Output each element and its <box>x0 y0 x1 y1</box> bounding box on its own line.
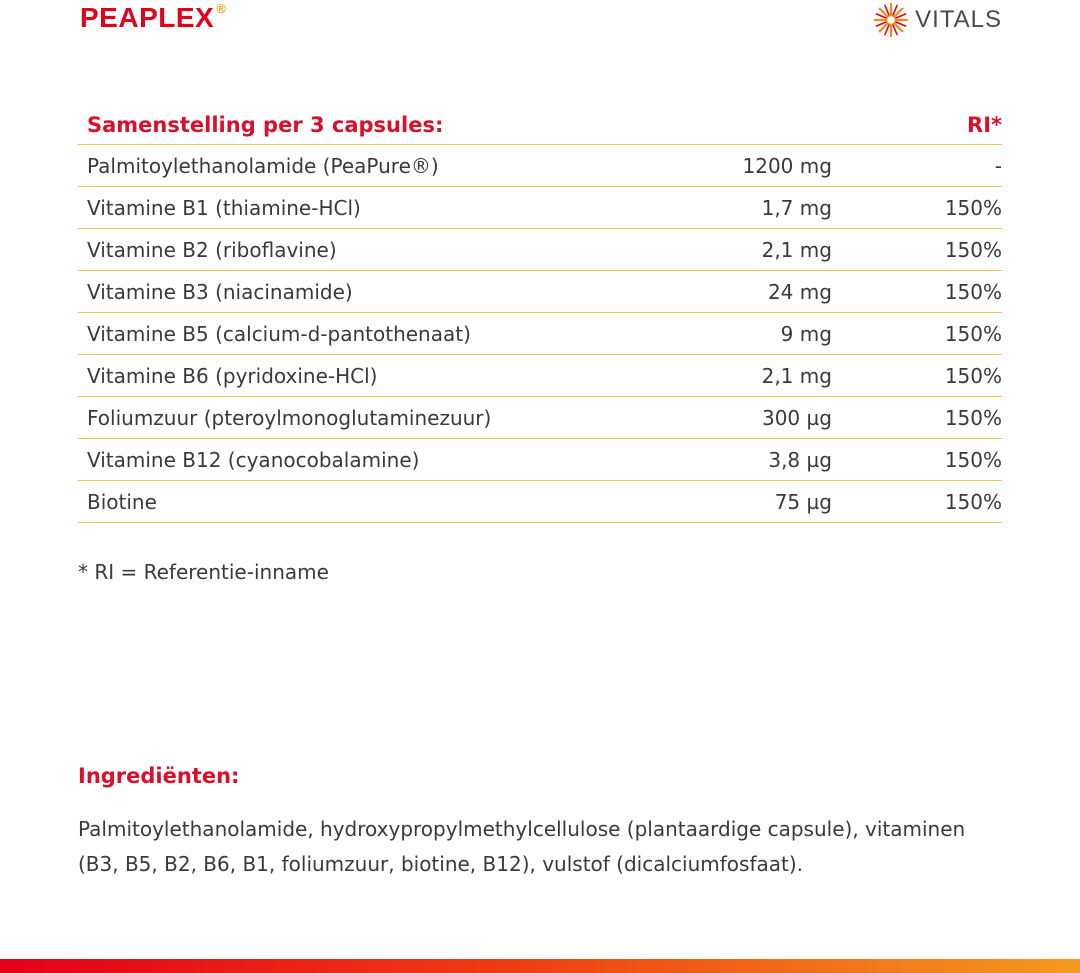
nutrient-ri: 150% <box>832 355 1002 397</box>
nutrient-name: Vitamine B1 (thiamine-HCl) <box>78 187 682 229</box>
nutrient-amount: 1,7 mg <box>682 187 832 229</box>
nutrient-name: Vitamine B12 (cyanocobalamine) <box>78 439 682 481</box>
nutrient-amount: 9 mg <box>682 313 832 355</box>
table-row <box>78 145 1002 187</box>
nutrient-name: Vitamine B2 (riboflavine) <box>78 229 682 271</box>
vitals-logo <box>873 0 1002 40</box>
table-row <box>78 229 1002 271</box>
vitals-star-icon <box>873 2 909 38</box>
table-row <box>78 313 1002 355</box>
nutrient-amount: 24 mg <box>682 271 832 313</box>
nutrient-ri: 150% <box>832 397 1002 439</box>
nutrient-ri: 150% <box>832 313 1002 355</box>
nutrient-amount: 300 µg <box>682 397 832 439</box>
nutrient-name: Vitamine B6 (pyridoxine-HCl) <box>78 355 682 397</box>
nutrient-name: Vitamine B5 (calcium-d-pantothenaat) <box>78 313 682 355</box>
nutrient-ri: - <box>832 145 1002 187</box>
nutrient-amount: 75 µg <box>682 481 832 523</box>
nutrient-ri: 150% <box>832 271 1002 313</box>
table-row <box>78 271 1002 313</box>
composition-header-row <box>78 105 1002 145</box>
ingredients-heading: Ingrediënten: <box>78 764 240 788</box>
nutrient-ri: 150% <box>832 229 1002 271</box>
table-row <box>78 397 1002 439</box>
ri-heading: RI* <box>832 105 1002 145</box>
nutrient-ri: 150% <box>832 187 1002 229</box>
footer-gradient-bar <box>0 959 1080 973</box>
ri-footnote: * RI = Referentie-inname <box>78 560 329 584</box>
table-row <box>78 439 1002 481</box>
nutrient-name: Foliumzuur (pteroylmonoglutaminezuur) <box>78 397 682 439</box>
nutrient-ri: 150% <box>832 439 1002 481</box>
composition-table <box>78 105 1002 523</box>
ingredients-text: Palmitoylethanolamide, hydroxypropylmethylcellulose (plantaardige capsule), vitaminen (B3, B5, B2, B6, B1, foliumzuur, biotine, B12), vulstof (dicalciumfosfaat). <box>78 817 966 876</box>
table-row <box>78 187 1002 229</box>
vitals-wordmark: VITALS <box>915 6 1002 33</box>
brand-name: PEAPLEX <box>80 2 215 33</box>
nutrient-amount: 2,1 mg <box>682 229 832 271</box>
peaplex-logo <box>80 2 226 34</box>
nutrient-name: Biotine <box>78 481 682 523</box>
nutrient-amount: 3,8 µg <box>682 439 832 481</box>
nutrient-ri: 150% <box>832 481 1002 523</box>
nutrient-name: Vitamine B3 (niacinamide) <box>78 271 682 313</box>
registered-mark: ® <box>216 0 227 16</box>
nutrient-amount: 2,1 mg <box>682 355 832 397</box>
composition-heading: Samenstelling per 3 capsules: <box>78 105 832 145</box>
table-row <box>78 355 1002 397</box>
nutrient-name: Palmitoylethanolamide (PeaPure®) <box>78 145 682 187</box>
table-row <box>78 481 1002 523</box>
nutrient-amount: 1200 mg <box>682 145 832 187</box>
